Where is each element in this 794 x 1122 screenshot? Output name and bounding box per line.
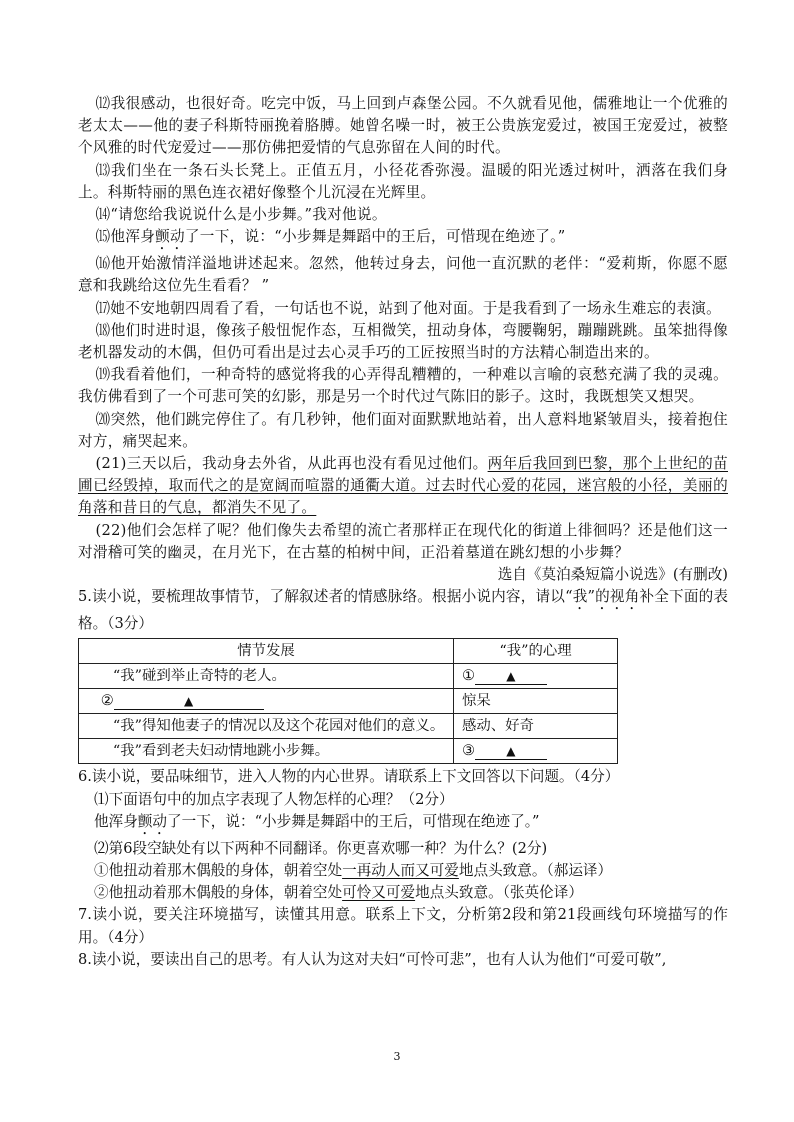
paragraph-22: (22)他们会怎样了呢？他们像失去希望的流亡者那样正在现代化的街道上徘徊吗？还是他们这一对滑稽可笑的幽灵，在月光下，在古墓的柏树中间，正沿着墓道在跳幻想的小步舞？ bbox=[78, 521, 728, 561]
q5-post: 补全下面的表格。（3分） bbox=[78, 588, 728, 633]
triangle-icon: ▲ bbox=[506, 669, 516, 684]
plot-cell: “我”得知他妻子的情况以及这个花园对他们的意义。 bbox=[79, 714, 454, 739]
content-area bbox=[78, 93, 728, 971]
header-plot: 情节发展 bbox=[79, 639, 454, 664]
triangle-icon: ▲ bbox=[506, 744, 516, 759]
paragraph-20: ⒇突然，他们跳完停住了。有几秒钟，他们面对面默默地站着，出人意料地紧皱眉头，接着抱住对方，痛哭起来。 bbox=[78, 410, 728, 450]
paragraph-19: ⒆我看着他们，一种奇特的感觉将我的心弄得乱糟糟的，一种难以言喻的哀愁充满了我的灵魂。我仿佛看到了一个可悲可笑的幻影，那是另一个时代过气陈旧的影子。这时，我既想笑又想哭。 bbox=[78, 366, 728, 406]
table-row bbox=[79, 714, 618, 739]
option-2-underlined: 可怜又可爱 bbox=[342, 884, 416, 902]
answer-blank[interactable] bbox=[475, 743, 547, 760]
option-1-underlined: 一再动人而又可爱 bbox=[342, 862, 459, 880]
option-1-pre: ①他扭动着那木偶般的身体，朝着空处 bbox=[94, 862, 343, 880]
paragraph-15-pre: 他浑身 bbox=[110, 228, 156, 246]
question-6-sub1: ⑴下面语句中的加点字表现了人物怎样的心理？（2分） bbox=[94, 790, 454, 808]
paragraph-15-post: 了一下，说：“小步舞是舞蹈中的王后，可惜现在绝迹了。” bbox=[184, 228, 566, 246]
source-citation: 选自《莫泊桑短篇小说选》(有删改) bbox=[497, 566, 728, 584]
triangle-icon: ▲ bbox=[184, 694, 194, 709]
paragraph-15-prefix: ⒂ bbox=[95, 228, 111, 246]
plot-cell: “我”碰到举止奇特的老人。 bbox=[79, 664, 454, 689]
table-row bbox=[79, 664, 618, 689]
paragraph-12: ⑿我很感动，也很好奇。吃完中饭，马上回到卢森堡公园。不久就看见他，儒雅地让一个优雅的老太太——他的妻子科斯特丽挽着胳膊。她曾名噪一时，被王公贵族宠爱过，被国王宠爱过，被整个风雅的时代宠爱过——那仿佛把爱情的气息弥留在人间的时代。 bbox=[78, 95, 728, 157]
feeling-cell[interactable] bbox=[454, 739, 618, 764]
plot-cell[interactable] bbox=[79, 689, 454, 714]
option-1-post: 地点头致意。（郝运译） bbox=[458, 862, 613, 880]
blank-number: ① bbox=[462, 668, 475, 685]
question-5 bbox=[78, 586, 728, 635]
paragraph-15 bbox=[78, 226, 728, 253]
quote-pre: 他浑身 bbox=[94, 812, 138, 830]
feeling-cell: 惊呆 bbox=[454, 689, 618, 714]
dotted-word: 颤动 bbox=[155, 228, 185, 246]
question-6-quote bbox=[78, 811, 728, 838]
paragraph-17: ⒄她不安地朝四周看了看，一句话也不说，站到了他对面。于是我看到了一场永生难忘的表演。 bbox=[95, 299, 722, 317]
plot-table bbox=[78, 638, 618, 764]
translation-option-2 bbox=[78, 882, 728, 904]
translation-option-1 bbox=[78, 860, 728, 882]
feeling-cell[interactable] bbox=[454, 664, 618, 689]
option-2-pre: ②他扭动着那木偶般的身体，朝着空处 bbox=[94, 884, 343, 902]
question-6-sub2: ⑵第6段空缺处有以下两种不同翻译。你更喜欢哪一种？为什么？(2分) bbox=[94, 839, 548, 857]
blank-number: ③ bbox=[462, 743, 475, 760]
answer-blank[interactable] bbox=[475, 668, 547, 685]
header-feeling: “我”的心理 bbox=[454, 639, 618, 664]
question-6: 6.读小说，要品味细节，进入人物的内心世界。请联系上下文回答以下问题。（4分） bbox=[78, 768, 620, 786]
underlined-sentence: 两年后我回到巴黎，那个上世纪的苗圃已经毁掉，取而代之的是宽阔而喧嚣的通衢大道。过去时代心爱的花园，迷宫般的小径，美丽的角落和昔日的气息，都消失不见了。 bbox=[78, 455, 728, 517]
quote-post: 了一下，说：“小步舞是舞蹈中的王后，可惜现在绝迹了。” bbox=[167, 812, 540, 830]
q5-pre: 5.读小说，要梳理故事情节，了解叙述者的情感脉络。根据小说内容，请以 bbox=[78, 588, 566, 606]
paragraph-21-pre: (21)三天以后，我动身去外省，从此再也没有看见过他们。 bbox=[95, 455, 488, 473]
feeling-cell: 感动、好奇 bbox=[454, 714, 618, 739]
table-header-row bbox=[79, 639, 618, 664]
table-row bbox=[79, 689, 618, 714]
blank-number: ② bbox=[100, 693, 114, 710]
question-8: 8.读小说，要读出自己的思考。有人认为这对夫妇“可怜可悲”，也有人认为他们“可爱可敬”, bbox=[78, 950, 667, 968]
table-row bbox=[79, 739, 618, 764]
option-2-post: 地点头致意。（张英伦译） bbox=[415, 884, 583, 902]
paragraph-18: ⒅他们时进时退，像孩子般忸怩作态，互相微笑，扭动身体，弯腰鞠躬，蹦蹦跳跳。虽笨拙得像老机器发动的木偶，但仍可看出是过去心灵手巧的工匠按照当时的方法精心制造出来的。 bbox=[78, 321, 728, 362]
paragraph-16: ⒃他开始激情洋溢地讲述起来。忽然，他转过身去，问他一直沉默的老伴：“爱莉斯，你愿不愿意和我跳给这位先生看看？ ” bbox=[78, 255, 728, 295]
q5-dotted: “我”的视角 bbox=[565, 588, 640, 606]
question-7: 7.读小说，要关注环境描写，读懂其用意。联系上下文，分析第2段和第21段画线句环境描写的作用。（4分） bbox=[78, 906, 728, 946]
plot-cell: “我”看到老夫妇动情地跳小步舞。 bbox=[79, 739, 454, 764]
paragraph-13: ⒀我们坐在一条石头长凳上。正值五月，小径花香弥漫。温暖的阳光透过树叶，洒落在我们身上。科斯特丽的黑色连衣裙好像整个儿沉浸在光辉里。 bbox=[78, 161, 728, 201]
dotted-word: 颤动 bbox=[137, 812, 167, 830]
paragraph-21 bbox=[78, 453, 728, 520]
paragraph-14: ⒁“请您给我说说什么是小步舞。”我对他说。 bbox=[95, 206, 387, 224]
answer-blank[interactable] bbox=[114, 693, 264, 710]
page-number: 3 bbox=[393, 1050, 401, 1063]
